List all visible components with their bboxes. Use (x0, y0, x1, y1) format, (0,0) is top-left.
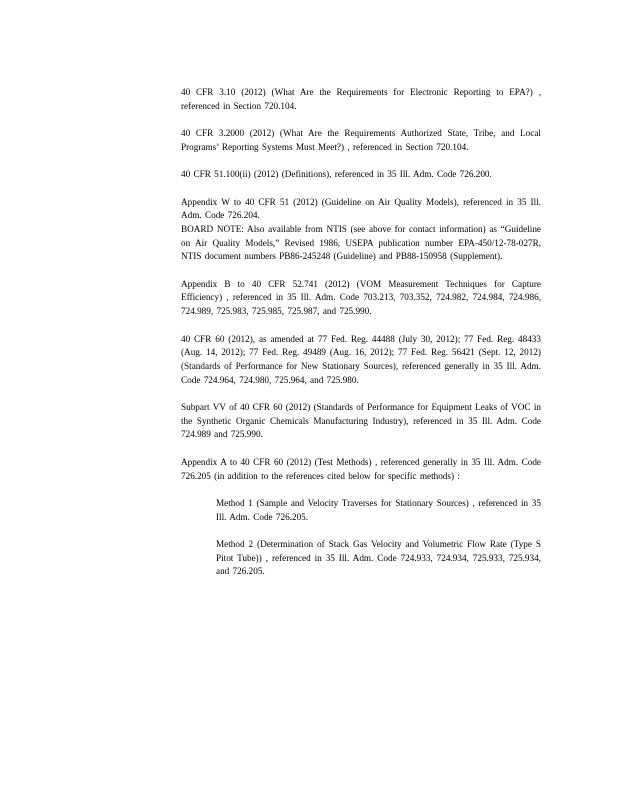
reference-list (181, 86, 541, 593)
reference-entry: Appendix A to 40 CFR 60 (2012) (Test Methods) , referenced generally in 35 Ill. Adm. Code 726.205 (in addition to the references cited below for specific methods) : (181, 456, 541, 481)
reference-entry: 40 CFR 3.2000 (2012) (What Are the Requirements Authorized State, Tribe, and Local Programs’ Reporting Systems Must Meet?) , referenced in Section 720.104. (181, 128, 541, 152)
method-entry: Method 1 (Sample and Velocity Traverses for Stationary Sources) , referenced in 35 Ill. Adm. Code 726.205. (216, 497, 541, 522)
reference-entry: 40 CFR 51.100(ii) (2012) (Definitions), referenced in 35 Ill. Adm. Code 726.200. (181, 169, 492, 180)
reference-entry: 40 CFR 60 (2012), as amended at 77 Fed. Reg. 44488 (July 30, 2012); 77 Fed. Reg. 48433 (Aug. 14, 2012); 77 Fed. Reg. 49489 (Aug. 16, 2012); 77 Fed. Reg. 56421 (Sept. 12, 2012) (Standards of Performance for New Stationary Sources), referenced generally in 35 Ill. Adm. Code 724.964, 724.980, 725.964, and 725.980. (181, 333, 541, 385)
reference-entry (181, 196, 541, 265)
reference-entry: Appendix B to 40 CFR 52.741 (2012) (VOM Measurement Techniques for Capture Efficiency) , referenced in 35 Ill. Adm. Code 703.213, 703.352, 724.982, 724.984, 724.986, 724.989, 725.983, 725.985, 725.987, and 725.990. (181, 278, 541, 317)
reference-entry: 40 CFR 3.10 (2012) (What Are the Requirements for Electronic Reporting to EPA?) , referenced in Section 720.104. (181, 87, 541, 111)
method-entry: Method 2 (Determination of Stack Gas Velocity and Volumetric Flow Rate (Type S Pitot Tube)) , referenced in 35 Ill. Adm. Code 724.933, 724.934, 725.933, 725.934, and 726.205. (216, 539, 541, 577)
board-note: BOARD NOTE: Also available from NTIS (see above for contact information) as “Guideline on Air Quality Models,” Revised 1986, USEPA publication number EPA-450/12-78-027R, NTIS document numbers PB86-245248 (Guideline) and PB88-150958 (Supplement). (181, 223, 541, 262)
reference-text: Appendix W to 40 CFR 51 (2012) (Guideline on Air Quality Models), referenced in 35 Ill. Adm. Code 726.204. (181, 196, 541, 221)
reference-entry: Subpart VV of 40 CFR 60 (2012) (Standards of Performance for Equipment Leaks of VOC in the Synthetic Organic Chemicals Manufacturing Industry), referenced in 35 Ill. Adm. Code 724.989 and 725.990. (181, 402, 541, 440)
